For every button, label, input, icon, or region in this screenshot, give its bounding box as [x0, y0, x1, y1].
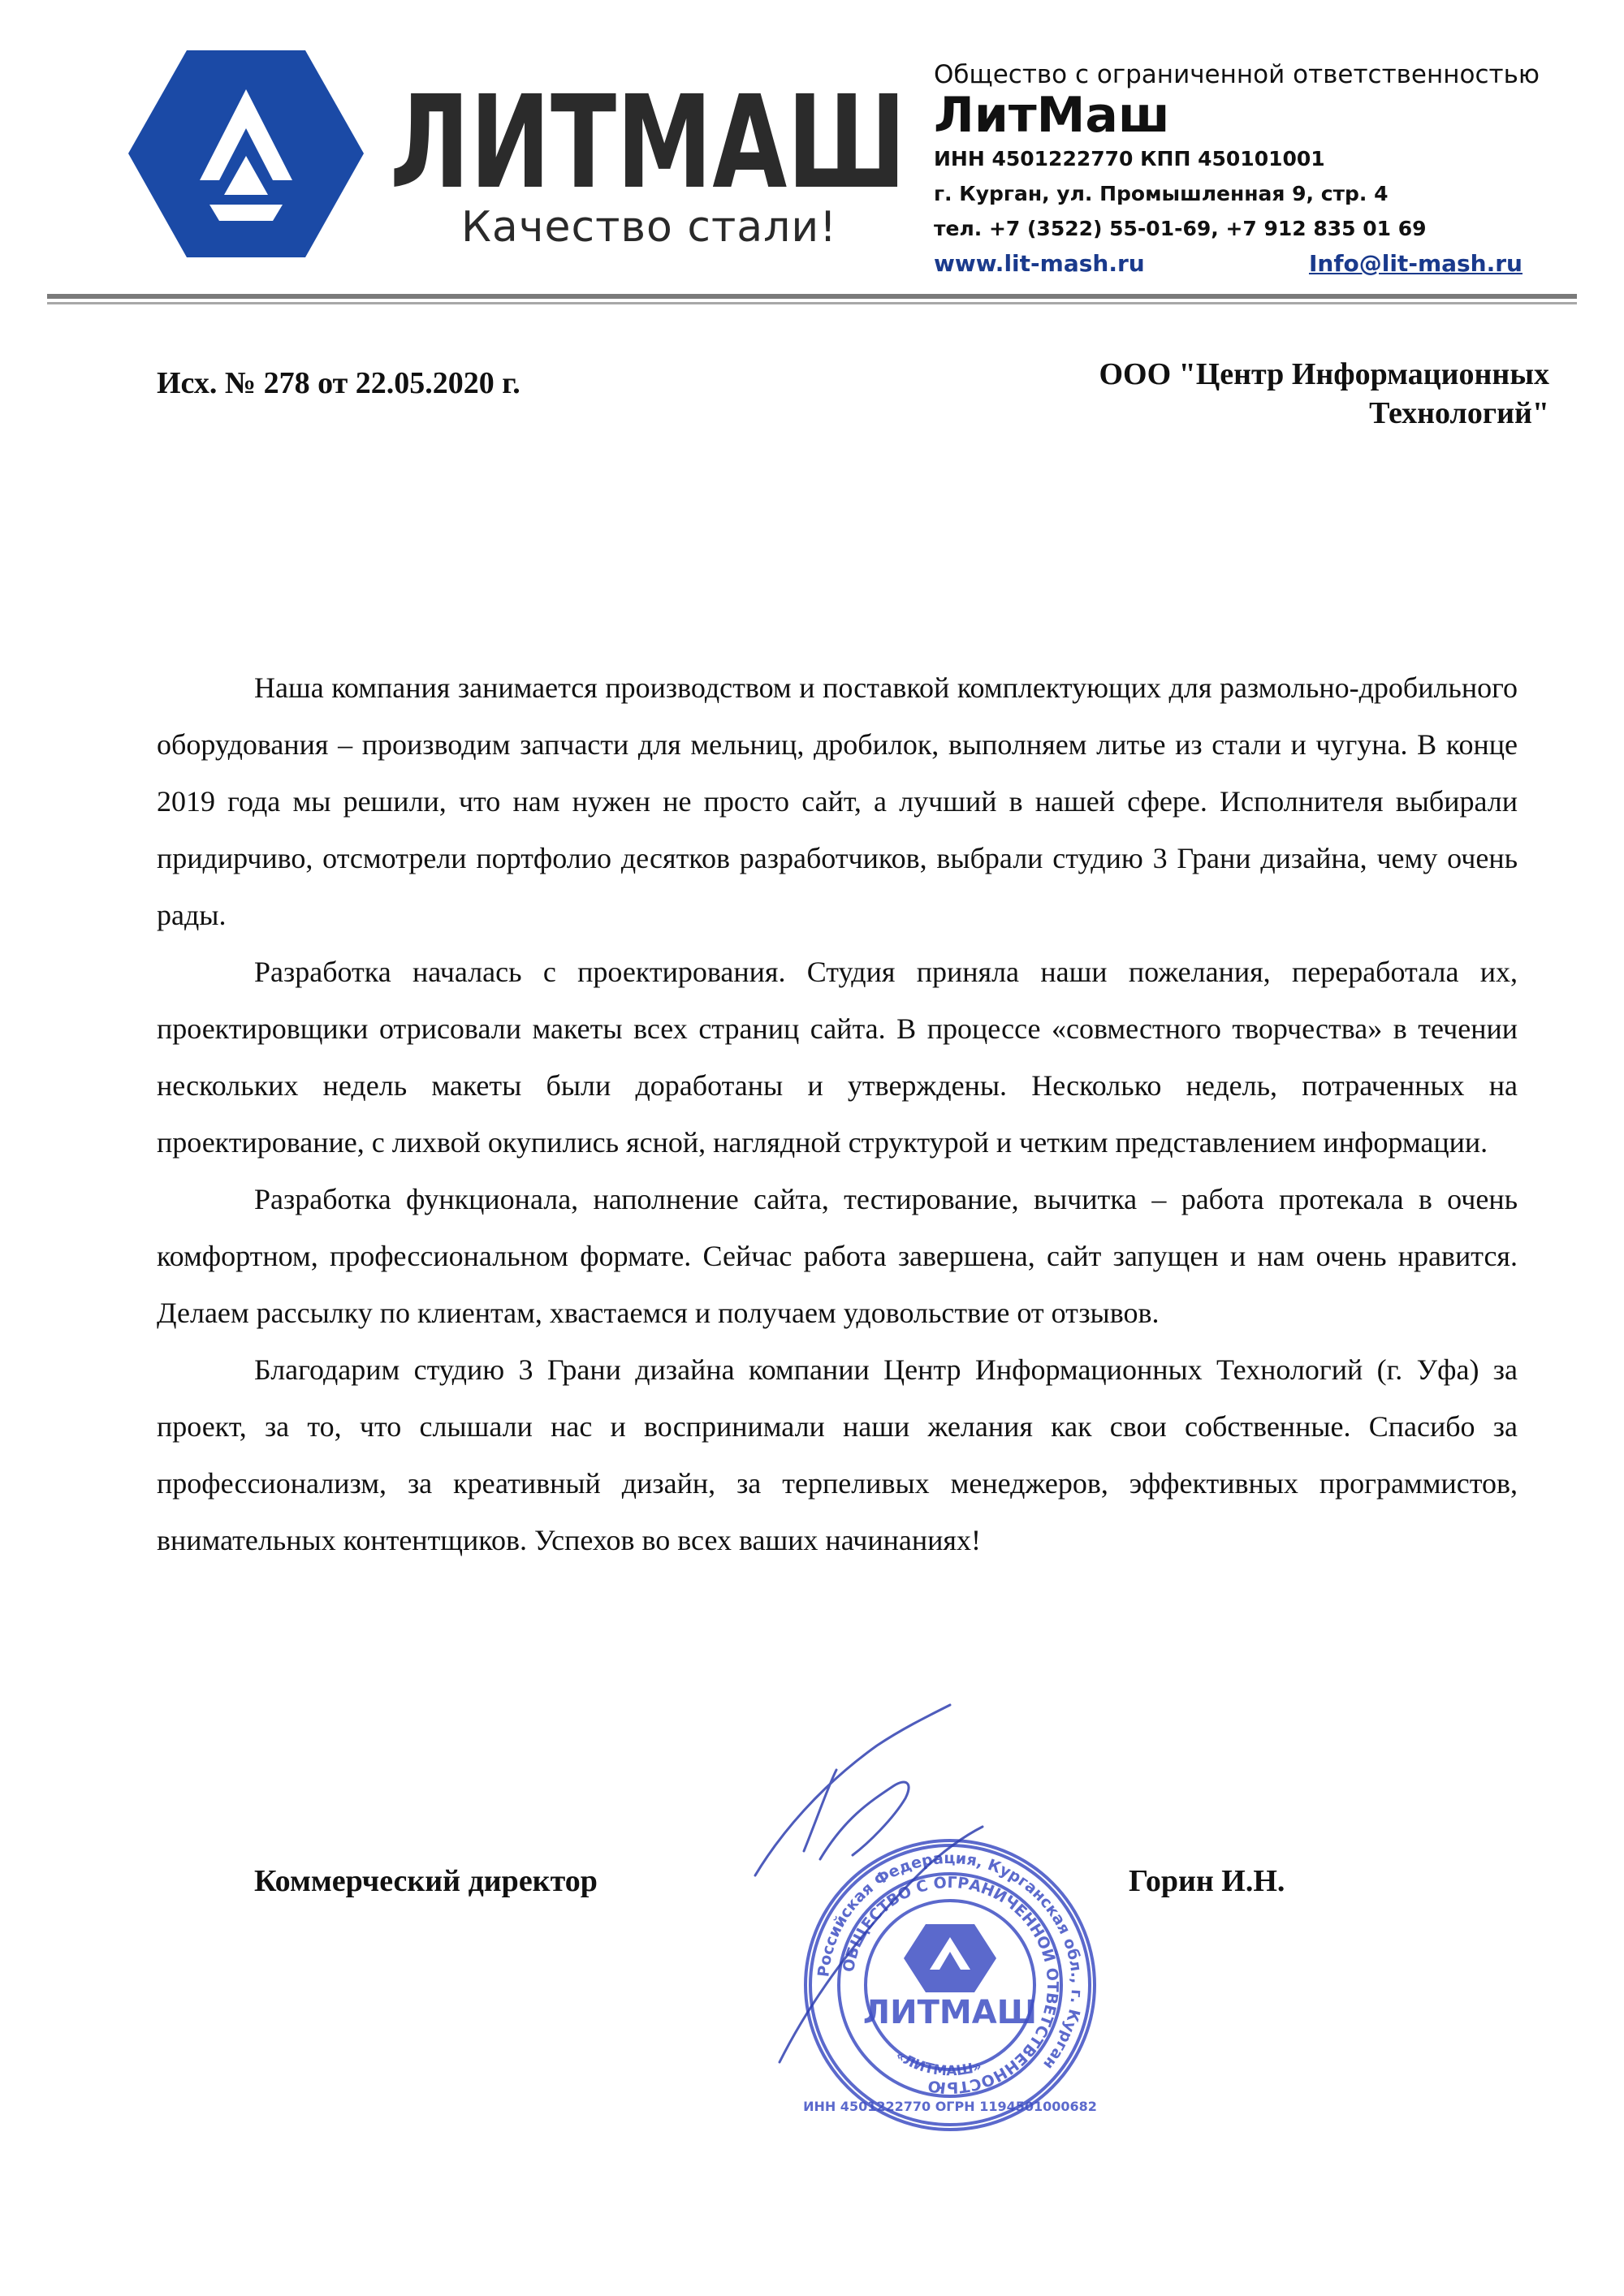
company-legal-form: Общество с ограниченной ответственностью [934, 60, 1540, 89]
company-details [934, 58, 1583, 282]
seal-center-word: ЛИТМАШ [862, 1994, 1038, 2031]
body-paragraph: Разработка началась с проектирования. Студия приняла наши пожелания, переработала их, проектировщики отрисовали макеты всех страниц сайта. В процессе «совместного творчества» в течении нескольких недель макеты были доработаны и утверждены. Несколько недель, потраченных на проектирование, с лихвой окупились ясной, наглядной структурой и четким представлением информации. [157, 956, 1518, 1159]
letter-body [157, 659, 1518, 1569]
company-logo-icon [128, 50, 364, 257]
signatory-title: Коммерческий директор [254, 1864, 598, 1898]
website-link[interactable]: www.lit-mash.ru [934, 250, 1145, 277]
logo-wordmark [390, 88, 906, 198]
header-divider-thin [47, 302, 1577, 304]
seal-inner-text: ОБЩЕСТВО С ОГРАНИЧЕННОЙ ОТВЕТСТВЕННОСТЬЮ [839, 1873, 1062, 2097]
signatory-name: Горин И.Н. [1129, 1864, 1285, 1898]
outgoing-reference: Исх. № 278 от 22.05.2020 г. [157, 366, 520, 400]
logo-tagline: Качество стали! [461, 203, 837, 252]
body-paragraph: Благодарим студию 3 Грани дизайна компании Центр Информационных Технологий (г. Уфа) за проект, за то, что слышали нас и воспринимали наши желания как свои собственные. Спасибо за профессионализм, за креативный дизайн, за терпеливых менеджеров, эффективных программистов, внимательных контентщиков. Успехов во всех ваших начинаниях! [157, 1353, 1518, 1556]
seal-outer-text: Российская Федерация, Курганская обл., г. Курган [814, 1849, 1086, 2074]
company-contacts-row [934, 246, 1522, 282]
addressee [934, 355, 1549, 433]
handwritten-signature-icon [731, 1689, 991, 2078]
company-address: г. Курган, ул. Промышленная 9, стр. 4 [934, 182, 1389, 205]
company-inn-kpp: ИНН 4501222770 КПП 450101001 [934, 147, 1325, 170]
seal-registration: ИНН 4501222770 ОГРН 1194501000682 [803, 2099, 1097, 2114]
company-phones: тел. +7 (3522) 55-01-69, +7 912 835 01 69 [934, 217, 1427, 240]
email-link[interactable]: Info@lit-mash.ru [1308, 250, 1522, 277]
logo-word-text: ЛИТМАШ [390, 88, 906, 198]
header-divider [47, 294, 1577, 299]
body-paragraph: Разработка функционала, наполнение сайта, тестирование, вычитка – работа протекала в очень комфортном, профессиональном формате. Сейчас работа завершена, сайт запущен и нам очень нравится. Делаем рассылку по клиентам, хвастаемся и получаем удовольствие от отзывов. [157, 1183, 1518, 1329]
seal-bottom-name: «ЛИТМАШ» [892, 2048, 984, 2080]
addressee-line-1: ООО "Центр Информационных [1099, 357, 1549, 391]
company-name: ЛитМаш [934, 87, 1170, 144]
body-paragraph: Наша компания занимается производством и поставкой комплектующих для размольно-дробильного оборудования – производим запчасти для мельниц, дробилок, выполняем литье из стали и чугуна. В конце 2019 года мы решили, что нам нужен не просто сайт, а лучший в нашей сфере. Исполнителя выбирали придирчиво, отсмотрели портфолио десятков разработчиков, выбрали студию 3 Грани дизайна, чему очень рады. [157, 671, 1518, 931]
addressee-line-2: Технологий" [1369, 396, 1549, 430]
